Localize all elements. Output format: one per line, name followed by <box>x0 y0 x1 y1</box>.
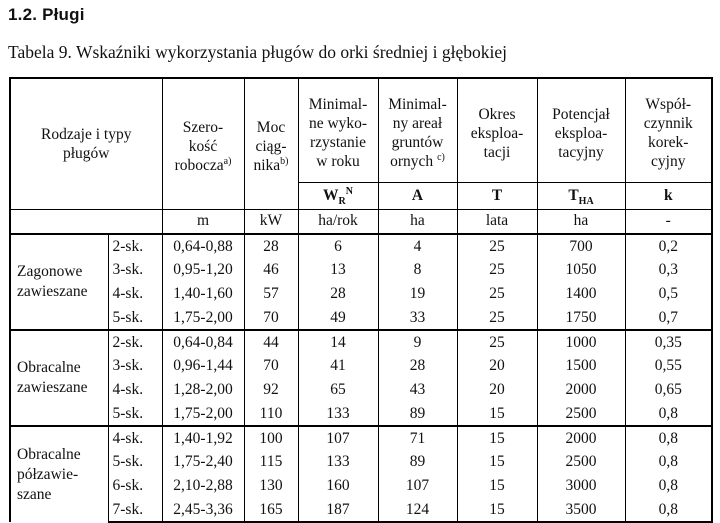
cell-potential: 1400 <box>537 282 625 306</box>
group-label <box>10 330 108 426</box>
cell-width: 0,64-0,88 <box>162 234 244 258</box>
cell-min-work: 6 <box>298 234 378 258</box>
cell-type: 5-sk. <box>108 450 162 474</box>
header-power-line2: ciąg- <box>255 138 287 156</box>
cell-min-area: 28 <box>378 354 457 378</box>
cell-power: 110 <box>244 402 298 426</box>
cell-period: 15 <box>457 426 537 450</box>
cell-coef: 0,8 <box>625 450 712 474</box>
group-label-line: zawieszane <box>17 379 88 396</box>
header-type-line2: pługów <box>63 144 110 162</box>
header-potential-line2: eksploa- <box>554 124 608 142</box>
table-row <box>10 450 712 474</box>
cell-coef: 0,5 <box>625 282 712 306</box>
symbol-min-work-base: W <box>323 186 339 204</box>
header-coef-line3: korek- <box>648 134 689 152</box>
header-power-line3: nika <box>253 157 281 175</box>
cell-period: 15 <box>457 474 537 498</box>
cell-width: 1,75-2,00 <box>162 402 244 426</box>
header-min-work-line1: Minimal- <box>308 96 368 114</box>
cell-power: 28 <box>244 234 298 258</box>
header-coef-line2: czynnik <box>643 115 693 133</box>
cell-potential: 3500 <box>537 498 625 522</box>
cell-potential: 1750 <box>537 306 625 330</box>
cell-width: 0,95-1,20 <box>162 258 244 282</box>
cell-min-area: 4 <box>378 234 457 258</box>
cell-min-area: 33 <box>378 306 457 330</box>
unit-potential: ha <box>537 209 625 234</box>
cell-potential: 3000 <box>537 474 625 498</box>
table-row <box>10 474 712 498</box>
symbol-min-work-sub: R <box>338 195 346 207</box>
cell-power: 92 <box>244 378 298 402</box>
group-label <box>10 234 108 330</box>
cell-potential: 1500 <box>537 354 625 378</box>
cell-potential: 2000 <box>537 426 625 450</box>
cell-type: 5-sk. <box>108 402 162 426</box>
header-coef <box>625 78 712 182</box>
footnote-c-mark: c) <box>437 152 445 164</box>
cell-width: 1,75-2,40 <box>162 450 244 474</box>
plough-indicators-table <box>9 77 713 523</box>
cell-power: 70 <box>244 306 298 330</box>
cell-min-work: 49 <box>298 306 378 330</box>
cell-min-work: 133 <box>298 402 378 426</box>
header-type <box>10 78 162 209</box>
symbol-potential-sub: HA <box>578 195 594 207</box>
cell-coef: 0,7 <box>625 306 712 330</box>
table-row <box>10 354 712 378</box>
table-caption: Tabela 9. Wskaźniki wykorzystania pługów do orki średniej i głębokiej <box>8 42 508 62</box>
cell-period: 25 <box>457 306 537 330</box>
cell-min-work: 41 <box>298 354 378 378</box>
cell-type: 3-sk. <box>108 258 162 282</box>
cell-min-work: 65 <box>298 378 378 402</box>
cell-period: 20 <box>457 354 537 378</box>
table-row <box>10 330 712 354</box>
unit-width: m <box>162 209 244 234</box>
group-label-line: półzawie- <box>17 465 79 483</box>
cell-coef: 0,8 <box>625 402 712 426</box>
table-row <box>10 402 712 426</box>
section-title: 1.2. Pługi <box>8 5 85 24</box>
footnote-b-mark: b) <box>280 156 289 168</box>
header-width-line2: kość <box>188 138 218 156</box>
header-coef-line4: cyjny <box>651 153 686 171</box>
cell-min-work: 28 <box>298 282 378 306</box>
header-min-work-line4: w roku <box>316 153 360 171</box>
cell-min-area: 89 <box>378 450 457 474</box>
group-label-line: szane <box>17 485 52 503</box>
cell-coef: 0,35 <box>625 330 712 354</box>
group-label-line: zawieszane <box>17 283 88 300</box>
header-potential <box>537 78 625 182</box>
cell-power: 130 <box>244 474 298 498</box>
cell-min-area: 43 <box>378 378 457 402</box>
cell-type: 2-sk. <box>108 330 162 354</box>
cell-width: 1,75-2,00 <box>162 306 244 330</box>
cell-min-work: 133 <box>298 450 378 474</box>
cell-power: 165 <box>244 498 298 522</box>
symbol-potential <box>537 182 625 209</box>
header-period <box>457 78 537 182</box>
symbol-potential-base: T <box>568 186 579 204</box>
symbol-min-work-sup: N <box>345 185 353 197</box>
unit-empty <box>10 209 162 234</box>
cell-width: 0,96-1,44 <box>162 354 244 378</box>
header-power-line1: Moc <box>256 119 286 137</box>
cell-type: 4-sk. <box>108 426 162 450</box>
cell-coef: 0,8 <box>625 474 712 498</box>
footnote-a-mark: a) <box>223 156 232 168</box>
cell-period: 25 <box>457 234 537 258</box>
cell-type: 2-sk. <box>108 234 162 258</box>
cell-min-work: 14 <box>298 330 378 354</box>
cell-period: 15 <box>457 450 537 474</box>
cell-width: 1,40-1,60 <box>162 282 244 306</box>
header-power <box>244 78 298 209</box>
cell-min-area: 124 <box>378 498 457 522</box>
cell-potential: 1000 <box>537 330 625 354</box>
cell-coef: 0,2 <box>625 234 712 258</box>
cell-period: 15 <box>457 402 537 426</box>
header-potential-line1: Potencjał <box>552 105 610 123</box>
header-min-area-line3: gruntów <box>391 134 444 152</box>
cell-power: 46 <box>244 258 298 282</box>
cell-type: 4-sk. <box>108 378 162 402</box>
cell-potential: 700 <box>537 234 625 258</box>
header-type-line1: Rodzaje i typy <box>41 125 132 143</box>
header-width-line1: Szero- <box>182 119 224 137</box>
cell-width: 1,40-1,92 <box>162 426 244 450</box>
group-label-line: Zagonowe <box>17 263 83 280</box>
header-width-line3: robocza <box>174 157 224 175</box>
cell-power: 44 <box>244 330 298 354</box>
symbol-min-area: A <box>378 182 457 209</box>
group-label <box>10 426 108 522</box>
cell-period: 20 <box>457 378 537 402</box>
cell-coef: 0,3 <box>625 258 712 282</box>
cell-power: 70 <box>244 354 298 378</box>
cell-width: 1,28-2,00 <box>162 378 244 402</box>
table-row <box>10 282 712 306</box>
cell-type: 3-sk. <box>108 354 162 378</box>
cell-period: 25 <box>457 282 537 306</box>
unit-coef: - <box>625 209 712 234</box>
header-period-line3: tacji <box>483 143 511 161</box>
cell-min-area: 9 <box>378 330 457 354</box>
cell-coef: 0,8 <box>625 426 712 450</box>
cell-min-area: 89 <box>378 402 457 426</box>
cell-min-work: 13 <box>298 258 378 282</box>
cell-width: 2,45-3,36 <box>162 498 244 522</box>
cell-period: 25 <box>457 330 537 354</box>
header-min-area-line2: ny areał <box>392 115 443 133</box>
header-min-work-line2: ne wyko- <box>308 115 368 133</box>
cell-min-work: 160 <box>298 474 378 498</box>
header-min-area <box>378 78 457 182</box>
header-min-area-line4: ornych <box>390 153 434 171</box>
header-width <box>162 78 244 209</box>
cell-potential: 2000 <box>537 378 625 402</box>
symbol-min-work <box>298 182 378 209</box>
cell-min-area: 71 <box>378 426 457 450</box>
table-row <box>10 426 712 450</box>
table-row <box>10 306 712 330</box>
table-row <box>10 378 712 402</box>
cell-min-work: 187 <box>298 498 378 522</box>
cell-width: 2,10-2,88 <box>162 474 244 498</box>
cell-period: 25 <box>457 258 537 282</box>
group-label-line: Obracalne <box>17 359 81 376</box>
header-coef-line1: Współ- <box>645 96 692 114</box>
header-potential-line3: tacyjny <box>558 143 604 161</box>
cell-coef: 0,8 <box>625 498 712 522</box>
cell-power: 115 <box>244 450 298 474</box>
symbol-coef: k <box>625 182 712 209</box>
cell-type: 6-sk. <box>108 474 162 498</box>
cell-min-area: 8 <box>378 258 457 282</box>
cell-width: 0,64-0,84 <box>162 330 244 354</box>
cell-min-work: 107 <box>298 426 378 450</box>
cell-potential: 1050 <box>537 258 625 282</box>
cell-potential: 2500 <box>537 402 625 426</box>
cell-power: 100 <box>244 426 298 450</box>
table-row <box>10 234 712 258</box>
header-min-work-line3: rzystanie <box>310 134 366 152</box>
header-min-work <box>298 78 378 182</box>
cell-type: 7-sk. <box>108 498 162 522</box>
unit-period: lata <box>457 209 537 234</box>
table-row <box>10 498 712 522</box>
cell-type: 5-sk. <box>108 306 162 330</box>
cell-coef: 0,65 <box>625 378 712 402</box>
header-min-area-line1: Minimal- <box>388 96 447 114</box>
cell-potential: 2500 <box>537 450 625 474</box>
cell-coef: 0,55 <box>625 354 712 378</box>
table-row <box>10 258 712 282</box>
cell-period: 15 <box>457 498 537 522</box>
cell-power: 57 <box>244 282 298 306</box>
cell-type: 4-sk. <box>108 282 162 306</box>
header-period-line1: Okres <box>478 105 516 123</box>
symbol-period: T <box>457 182 537 209</box>
cell-min-area: 19 <box>378 282 457 306</box>
unit-min-area: ha <box>378 209 457 234</box>
unit-min-work: ha/rok <box>298 209 378 234</box>
header-period-line2: eksploa- <box>470 124 524 142</box>
unit-power: kW <box>244 209 298 234</box>
cell-min-area: 107 <box>378 474 457 498</box>
group-label-line: Obracalne <box>17 445 81 463</box>
